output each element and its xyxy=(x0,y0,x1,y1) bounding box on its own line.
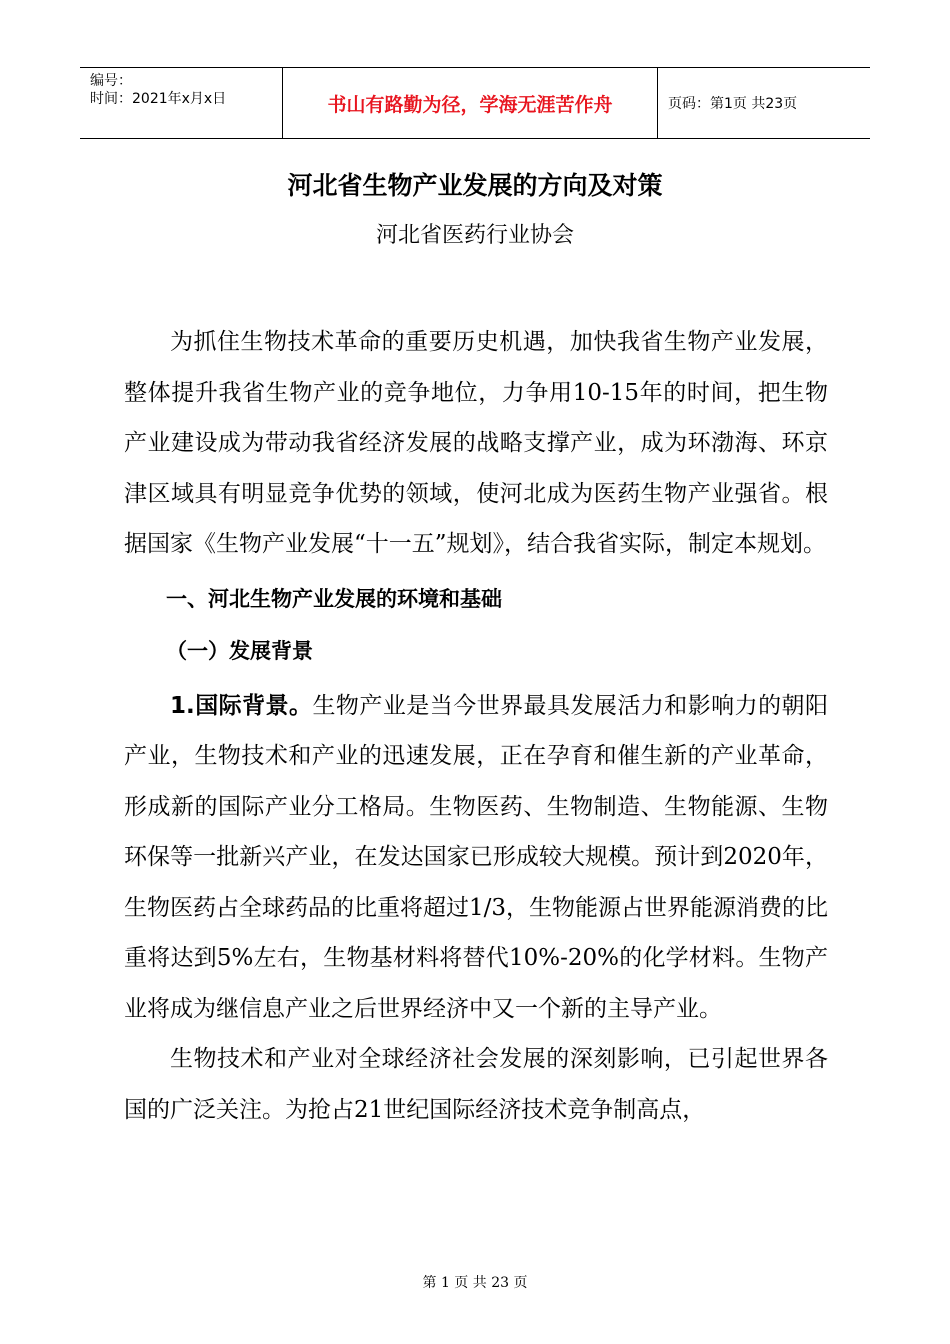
paragraph-global-impact: 生物技术和产业对全球经济社会发展的深刻影响，已引起世界各国的广泛关注。为抢占21世纪国际经济技术竞争制高点， xyxy=(124,1046,828,1123)
document-header xyxy=(80,67,870,139)
section-heading: 一、河北生物产业发展的环境和基础 xyxy=(166,586,502,611)
subsection-heading: （一）发展背景 xyxy=(166,638,313,663)
date-label: 时间：2021年x月x日 xyxy=(90,91,227,107)
paragraph-international-background xyxy=(124,681,828,1035)
paragraph-lead: 1.国际背景。 xyxy=(170,692,313,719)
document-body xyxy=(124,317,828,1135)
number-label: 编号： xyxy=(90,73,132,89)
page-footer: 第 1 页 共 23 页 xyxy=(422,1275,528,1291)
header-page-code: 页码：第1页 共23页 xyxy=(668,96,798,112)
header-meta xyxy=(80,68,282,138)
document-title: 河北省生物产业发展的方向及对策 xyxy=(287,171,663,200)
document-author: 河北省医药行业协会 xyxy=(375,223,574,248)
paragraph-text: 生物产业是当今世界最具发展活力和影响力的朝阳产业，生物技术和产业的迅速发展，正在孕育和催生新的产业革命，形成新的国际产业分工格局。生物医药、生物制造、生物能源、生物环保等一批新兴产业，在发达国家已形成较大规模。预计到2020年，生物医药占全球药品的比重将超过1/3，生物能源占世界能源消费的比重将达到5%左右，生物基材料将替代10%-20%的化学材料。生物产业将成为继信息产业之后世界经济中又一个新的主导产业。 xyxy=(124,692,829,1022)
paragraph-intro: 为抓住生物技术革命的重要历史机遇，加快我省生物产业发展，整体提升我省生物产业的竞争地位，力争用10-15年的时间，把生物产业建设成为带动我省经济发展的战略支撑产业，成为环渤海、环京津区域具有明显竞争优势的领域，使河北成为医药生物产业强省。根据国家《生物产业发展“十一五”规划》，结合我省实际，制定本规划。 xyxy=(124,329,828,557)
header-motto: 书山有路勤为径，学海无涯苦作舟 xyxy=(282,68,658,138)
